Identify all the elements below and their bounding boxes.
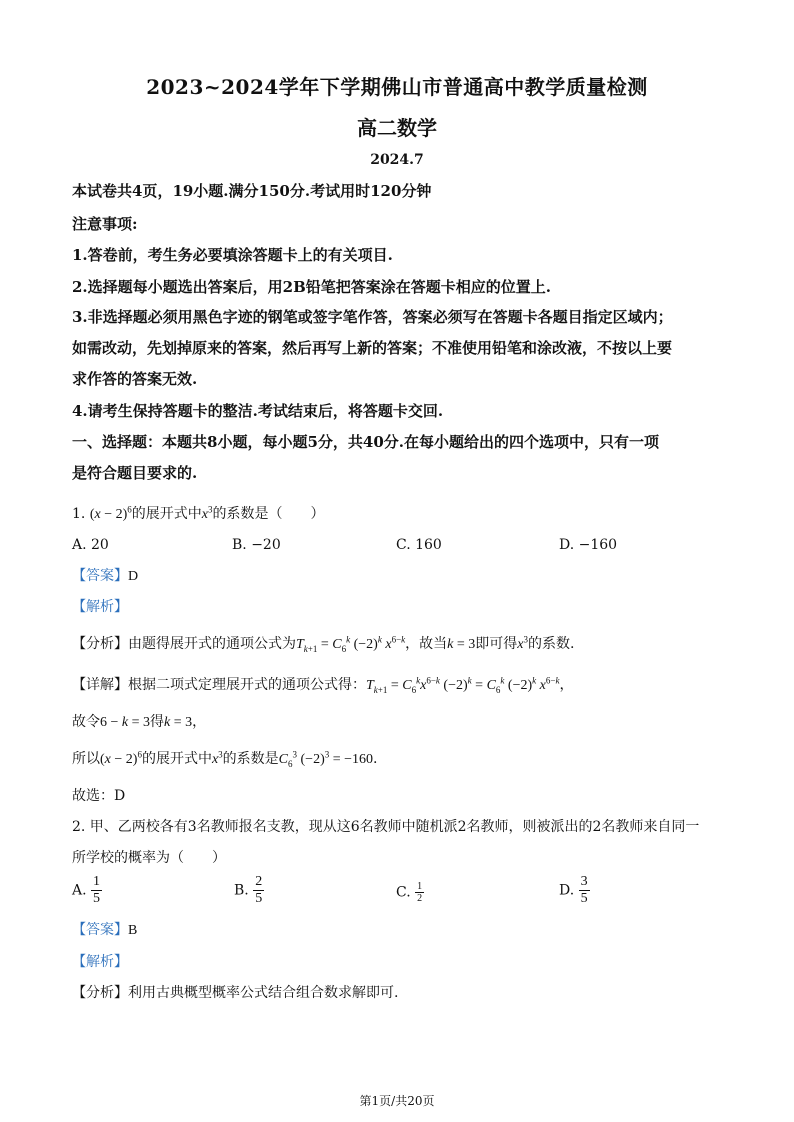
q1-detail: 【详解】根据二项式定理展开式的通项公式得：$T_{k+1} = C_6^kx^{6-k}$ $(-2)^k = C_6^k$ $(-2)^k$ $x^{6-k}$， [72, 675, 574, 695]
exam-subtitle: 高二数学 [357, 116, 437, 140]
q1-fenxi: 【分析】由题得展开式的通项公式为$T_{k+1} = C_6^k$ $(-2)^k$ $x^{6-k}$，故当k = 3即可得$x^3$的系数. [72, 634, 575, 654]
q2-answer: 【答案】B [72, 922, 138, 938]
q1-option-b: B. −20 [232, 537, 281, 553]
exam-title: 2023~2024学年下学期佛山市普通高中教学质量检测 [146, 75, 648, 99]
q1-step-2: 故令6 − k = 3得k = 3， [72, 714, 207, 730]
notice-title: 注意事项: [72, 215, 138, 233]
q1-option-c: C. 160 [396, 537, 442, 553]
q1-option-a: A. 20 [72, 537, 109, 553]
q2-stem: 2. 甲、乙两校各有3名教师报名支教，现从这6名教师中随机派2名教师，则被派出的2名教师来自同一 [72, 819, 700, 835]
note-3-cont: 如需改动，先划掉原来的答案，然后再写上新的答案；不准使用铅笔和涂改液，不按以上要 [72, 339, 673, 357]
section-heading-cont: 是符合题目要求的. [72, 464, 198, 482]
exam-info: 本试卷共4页，19小题.满分150分.考试用时120分钟 [72, 182, 432, 200]
q1-stem: 1. $(x - 2)^6$的展开式中$x^3$的系数是（ ） [72, 504, 325, 522]
page-number: 第1页/共20页 [359, 1094, 435, 1108]
q2-stem-cont: 所学校的概率为（ ） [72, 850, 226, 866]
q1-conclusion: 故选：D [72, 788, 126, 804]
q1-option-d: D. −160 [559, 537, 618, 553]
q2-option-a: A. $\frac{1}{5}$ [72, 874, 101, 906]
exam-date: 2024.7 [370, 152, 424, 168]
note-1: 1.答卷前，考生务必要填涂答题卡上的有关项目. [72, 246, 393, 264]
note-4: 4.请考生保持答题卡的整洁.考试结束后，将答题卡交回. [72, 402, 444, 420]
q2-option-d: D. $\frac{3}{5}$ [559, 874, 588, 906]
note-3-end: 求作答的答案无效. [72, 370, 198, 388]
q2-analysis-tag: 【解析】 [72, 954, 128, 970]
q2-fenxi: 【分析】利用古典概型概率公式结合组合数求解即可. [72, 985, 399, 1001]
section-heading: 一、选择题：本题共8小题，每小题5分，共40分.在每小题给出的四个选项中，只有一项 [72, 433, 659, 451]
note-2: 2.选择题每小题选出答案后，用2B铅笔把答案涂在答题卡相应的位置上. [72, 278, 551, 296]
q1-step-3: 所以$(x - 2)^6$的展开式中$x^3$的系数是$C_6^3$ $(-2)^3 = -160$. [72, 749, 378, 769]
q1-analysis-tag: 【解析】 [72, 599, 128, 615]
q1-answer: 【答案】D [72, 568, 139, 584]
note-3: 3.非选择题必须用黑色字迹的钢笔或签字笔作答，答案必须写在答题卡各题目指定区域内； [72, 308, 673, 326]
q2-option-b: B. $\frac{2}{5}$ [234, 874, 263, 906]
q2-option-c: C. $\frac{1}{2}$ [396, 881, 423, 904]
